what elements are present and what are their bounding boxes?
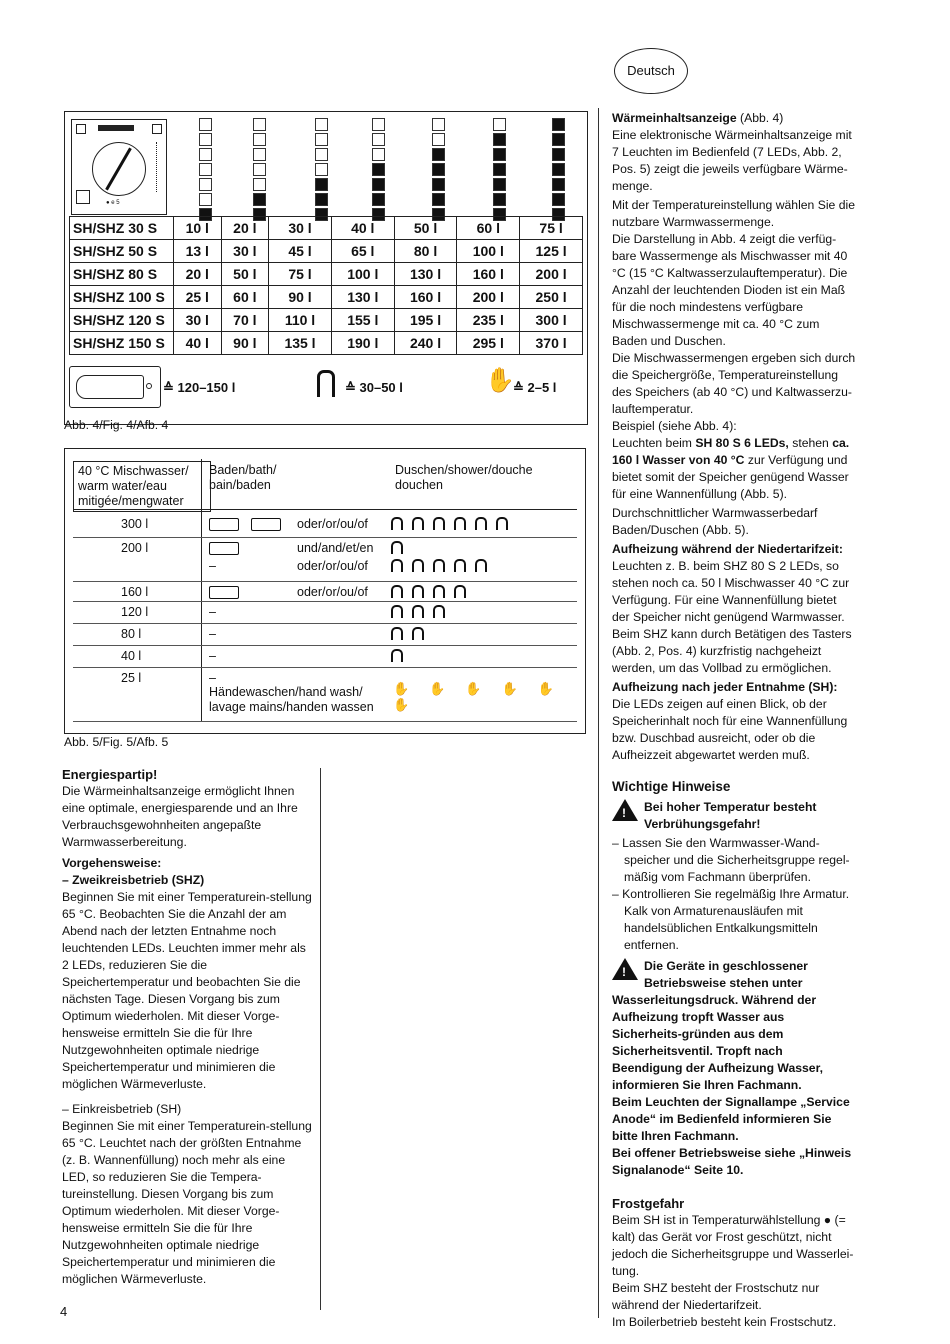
fig5-row <box>73 669 577 722</box>
led-indicator <box>372 193 385 206</box>
wi-p1: Eine elektronische Wärmeinhaltsanzeige mit 7 Leuchten im Bedienfeld (7 LEDs, Abb. 2, Pos. 5) zeigt die jeweils verfügbare Wärme-menge. <box>612 128 852 193</box>
volume-cell: 160 l <box>457 263 520 286</box>
led-indicator <box>552 163 565 176</box>
fig5-header-bath: Baden/bath/ bain/baden <box>209 463 277 492</box>
shower-group <box>391 517 517 534</box>
bathtub-icon <box>209 586 239 599</box>
volume-cell: 90 l <box>269 286 332 309</box>
shower-group <box>391 649 412 666</box>
bathtub-icon <box>209 542 239 555</box>
led-indicator <box>372 148 385 161</box>
fig4-legend <box>69 366 583 412</box>
led-indicator <box>493 133 506 146</box>
joiner: oder/or/ou/of <box>297 559 368 573</box>
volume-cell: 240 l <box>394 332 457 355</box>
fig5-row <box>73 603 577 624</box>
shower-icon <box>412 605 424 618</box>
volume-cell: 45 l <box>269 240 332 263</box>
bath-cell <box>209 649 569 664</box>
dash: – <box>209 671 216 685</box>
amount-label: 300 l <box>121 517 149 531</box>
example-intro: Beispiel (siehe Abb. 4): <box>612 419 737 433</box>
shower-icon <box>391 585 403 598</box>
fig5-row <box>73 539 577 582</box>
shower-icon <box>412 627 424 640</box>
led-indicator <box>493 193 506 206</box>
shower-icon <box>391 605 403 618</box>
volume-cell: 200 l <box>520 263 583 286</box>
shower-group <box>391 541 412 558</box>
volume-cell: 155 l <box>331 309 394 332</box>
led-indicator <box>432 193 445 206</box>
shower-icon <box>433 605 445 618</box>
frost-p2: Beim SHZ besteht der Frostschutz nur während der Niedertarifzeit. <box>612 1281 820 1312</box>
volume-cell: 75 l <box>520 217 583 240</box>
dash: – <box>209 627 216 641</box>
procedure-heading: Vorgehensweise: <box>62 856 162 870</box>
model-cell: SH/SHZ 50 S <box>70 240 174 263</box>
table-row <box>70 263 583 286</box>
bath-volume: ≙ 120–150 l <box>163 380 236 395</box>
volume-cell: 40 l <box>174 332 222 355</box>
led-column <box>372 118 385 223</box>
fig5-row <box>73 583 577 602</box>
volume-cell: 50 l <box>394 217 457 240</box>
volume-cell: 190 l <box>331 332 394 355</box>
volume-cell: 125 l <box>520 240 583 263</box>
volume-cell: 135 l <box>269 332 332 355</box>
led-indicator <box>372 133 385 146</box>
volume-cell: 30 l <box>174 309 222 332</box>
volume-cell: 80 l <box>394 240 457 263</box>
warning-pressure-b: Wasserleitungsdruck. Während der Aufheizung tropft Wasser aus Sicherheits-gründen aus dem Sicherheitsventil. Tropft nach Beendigung der Aufheizung Wasser, informieren Sie Ihren Fachmann. <box>612 993 824 1092</box>
shower-icon <box>475 559 487 572</box>
frost-heading: Frostgefahr <box>612 1196 685 1211</box>
panel-logo <box>98 125 134 131</box>
model-cell: SH/SHZ 100 S <box>70 286 174 309</box>
table-row <box>70 240 583 263</box>
led-indicator <box>253 148 266 161</box>
wi-p4: Die Mischwassermengen ergeben sich durch die Speichergröße, Temperatureinstellung des Speichers (ab 40 °C) und Kaltwasserzu-lauftemperatur. <box>612 351 856 416</box>
led-indicator <box>432 118 445 131</box>
example-text: stehen <box>792 436 829 450</box>
hand-group <box>393 681 577 713</box>
volume-cell: 160 l <box>394 286 457 309</box>
panel-square-icon <box>152 124 162 134</box>
volume-cell: 110 l <box>269 309 332 332</box>
shower-icon <box>454 559 466 572</box>
hand-volume: ≙ 2–5 l <box>513 380 557 395</box>
amount-label: 200 l <box>121 541 149 555</box>
led-indicator <box>432 178 445 191</box>
table-row <box>70 332 583 355</box>
model-cell: SH/SHZ 120 S <box>70 309 174 332</box>
led-indicator <box>199 178 212 191</box>
volume-cell: 60 l <box>457 217 520 240</box>
volume-cell: 30 l <box>269 217 332 240</box>
amount-label: 40 l <box>121 649 142 663</box>
led-indicator <box>199 148 212 161</box>
led-indicator <box>552 178 565 191</box>
fig5-header-mixwater: 40 °C Mischwasser/ warm water/eau mitigée/mengwater <box>73 461 211 512</box>
led-column <box>493 118 506 223</box>
bath-cell <box>209 541 569 556</box>
hints-heading: Wichtige Hinweise <box>612 779 731 794</box>
volume-cell: 200 l <box>457 286 520 309</box>
volume-cell: 100 l <box>457 240 520 263</box>
volume-cell: 130 l <box>331 286 394 309</box>
led-indicator <box>315 163 328 176</box>
hand-wash-icon: ✋ <box>393 697 410 712</box>
led-indicator <box>315 133 328 146</box>
amount-label: 120 l <box>121 605 149 619</box>
shower-icon <box>454 585 466 598</box>
hint-item: – Lassen Sie den Warmwasser-Wand-speicher und die Sicherheitsgruppe regel-mäßig vom Fachmann überprüfen. <box>612 836 850 884</box>
hand-wash-icon: ✋ <box>501 681 518 696</box>
model-cell: SH/SHZ 150 S <box>70 332 174 355</box>
led-indicator <box>552 133 565 146</box>
shower-icon <box>391 541 403 554</box>
example-bold: ca. 160 l Wasser von 40 °C <box>612 436 850 467</box>
shower-icon <box>391 517 403 530</box>
figure-5 <box>64 448 586 734</box>
led-indicator <box>552 148 565 161</box>
led-indicator <box>253 193 266 206</box>
model-cell: SH/SHZ 80 S <box>70 263 174 286</box>
hand-wash-icon: ✋ <box>465 681 482 696</box>
control-panel-illustration <box>71 119 167 215</box>
warning-icon: ! <box>612 799 638 821</box>
led-indicator <box>552 193 565 206</box>
led-indicator <box>199 118 212 131</box>
joiner: oder/or/ou/of <box>297 517 368 531</box>
shower-icon <box>433 585 445 598</box>
volume-cell: 20 l <box>174 263 222 286</box>
wi-heading: Wärmeinhaltsanzeige <box>612 111 737 125</box>
led-column <box>315 118 328 223</box>
table-row <box>70 309 583 332</box>
shower-icon <box>391 649 403 662</box>
wi-p2: Mit der Temperatureinstellung wählen Sie die nutzbare Warmwassermenge. <box>612 198 855 229</box>
nt-text: Leuchten z. B. beim SHZ 80 S 2 LEDs, so stehen noch ca. 50 l Mischwasser 40 °C zur Verfügung. Für eine Wannenfüllung bietet der Speicher nicht genügend Warmwasser. Beim SHZ kann durch Betätigen des Tasters (Abb. 2, Pos. 4) kurzfristig nachgeheizt werden, um das Vollbad zu ermöglichen. <box>612 559 852 675</box>
shower-icon <box>454 517 466 530</box>
volume-cell: 295 l <box>457 332 520 355</box>
volume-cell: 30 l <box>221 240 269 263</box>
fig5-caption: Abb. 5/Fig. 5/Afb. 5 <box>64 735 169 749</box>
panel-led-strip <box>156 142 161 192</box>
right-column <box>612 110 856 1331</box>
volume-cell: 90 l <box>221 332 269 355</box>
bathtub-icon <box>209 518 239 531</box>
led-indicator <box>315 148 328 161</box>
bath-cell <box>209 585 569 600</box>
led-indicator <box>315 193 328 206</box>
fig4-caption: Abb. 4/Fig. 4/Afb. 4 <box>64 418 169 432</box>
led-indicator <box>552 118 565 131</box>
shower-icon <box>317 370 335 397</box>
fig5-row <box>73 515 577 538</box>
volume-cell: 65 l <box>331 240 394 263</box>
sh-after-text: Die LEDs zeigen auf einen Blick, ob der Speicherinhalt noch für eine Wannenfüllung bzw. Duschbad ausreicht, oder ob die Aufheizzeit abgewartet werden muß. <box>612 697 848 762</box>
page-number: 4 <box>60 1304 68 1319</box>
figure-4 <box>64 111 588 425</box>
hand-wash-label: Händewaschen/hand wash/ lavage mains/handen wassen <box>209 685 374 714</box>
led-indicator <box>493 148 506 161</box>
temperature-dial <box>92 142 146 196</box>
volume-cell: 10 l <box>174 217 222 240</box>
led-indicator <box>253 178 266 191</box>
led-indicator <box>372 118 385 131</box>
led-column <box>199 118 212 223</box>
sh-heading: – Einkreisbetrieb (SH) <box>62 1102 182 1116</box>
volume-cell: 40 l <box>331 217 394 240</box>
fig5-row <box>73 647 577 668</box>
led-indicator <box>432 148 445 161</box>
shower-icon <box>412 559 424 572</box>
volume-cell: 250 l <box>520 286 583 309</box>
shower-group <box>391 585 475 602</box>
hand-wash-icon: ✋ <box>393 681 410 696</box>
shz-text: Beginnen Sie mit einer Temperaturein-stellung 65 °C. Beobachten Sie die Anzahl der am Abend nach der letzten Entnahme noch leuchtenden LEDs. Leuchten immer mehr als 2 LEDs, reduzieren Sie die Speichertemperatur und beobachten Sie die nächsten Tage. Diesen Vorgang bis zum Optimum wiederholen. Mit dieser Vorge-hensweise ermitteln Sie die für Ihre Nutzgewohnheiten optimale niedrige Speichertemperatur und minimieren die möglichen Wärmeverluste. <box>62 890 312 1091</box>
amount-label: 25 l <box>121 671 142 685</box>
fig5-header-shower: Duschen/shower/douche douchen <box>395 463 533 492</box>
amount-label: 80 l <box>121 627 142 641</box>
led-column <box>253 118 266 223</box>
capacity-table <box>69 216 583 355</box>
column-divider <box>598 108 599 1318</box>
volume-cell: 20 l <box>221 217 269 240</box>
bath-cell <box>209 517 569 532</box>
volume-cell: 70 l <box>221 309 269 332</box>
hand-wash-icon: ✋ <box>537 681 554 696</box>
led-indicator <box>253 163 266 176</box>
shower-icon <box>433 517 445 530</box>
example-text: Leuchten beim <box>612 436 692 450</box>
fig5-row <box>73 625 577 646</box>
led-indicator <box>372 178 385 191</box>
panel-button-icon <box>76 190 90 204</box>
led-indicator <box>253 133 266 146</box>
wi-ref: (Abb. 4) <box>740 111 784 125</box>
sh-after-heading: Aufheizung nach jeder Entnahme (SH): <box>612 680 838 694</box>
warning-open: Bei offener Betriebsweise siehe „Hinweis Signalanode“ Seite 10. <box>612 1146 852 1177</box>
volume-cell: 50 l <box>221 263 269 286</box>
led-indicator <box>315 118 328 131</box>
wi-p3: Die Darstellung in Abb. 4 zeigt die verfüg-bare Wassermenge als Mischwasser mit 40 °C (15 °C Kaltwasserzulauftemperatur). Die Anzahl der leuchtenden Dioden ist ein Maß für die noch mindestens verfügbare Mischwassermenge mit ca. 40 °C zum Baden und Duschen. <box>612 232 848 348</box>
warning-icon: ! <box>612 958 638 980</box>
left-column <box>62 766 314 1288</box>
led-indicator <box>493 178 506 191</box>
nt-heading: Aufheizung während der Niedertarifzeit: <box>612 542 843 556</box>
shower-group <box>391 559 496 576</box>
joiner: oder/or/ou/of <box>297 585 368 599</box>
warning-anode: Beim Leuchten der Signallampe „Service Anode“ im Bedienfeld informieren Sie bitte Ihren Fachmann. <box>612 1095 850 1143</box>
led-indicator <box>315 178 328 191</box>
led-indicator <box>493 118 506 131</box>
led-indicator <box>432 133 445 146</box>
amount-label: 160 l <box>121 585 149 599</box>
led-indicator <box>432 163 445 176</box>
example-text: zur Verfügung und bietet somit der Speicher genügend Wasser für eine Wannenfüllung (Abb. 5). <box>612 453 849 501</box>
dial-marks: ● e 5 <box>106 200 120 206</box>
volume-cell: 130 l <box>394 263 457 286</box>
warning-pressure-a: Die Geräte in geschlossener Betriebsweise stehen unter <box>644 959 808 990</box>
led-indicator <box>372 163 385 176</box>
volume-cell: 75 l <box>269 263 332 286</box>
shower-icon <box>475 517 487 530</box>
led-column <box>432 118 445 223</box>
hand-wash-icon: ✋ <box>429 681 446 696</box>
led-indicator <box>253 118 266 131</box>
shower-icon <box>433 559 445 572</box>
volume-cell: 195 l <box>394 309 457 332</box>
divider <box>73 509 577 510</box>
language-tab: Deutsch <box>614 48 688 94</box>
shower-volume: ≙ 30–50 l <box>345 380 403 395</box>
shz-heading: – Zweikreisbetrieb (SHZ) <box>62 873 205 887</box>
volume-cell: 13 l <box>174 240 222 263</box>
volume-cell: 370 l <box>520 332 583 355</box>
sh-text: Beginnen Sie mit einer Temperaturein-stellung 65 °C. Leuchtet nach der größten Entnahme (z. B. Wannenfüllung) noch mehr als eine LED, so reduzieren Sie die Tempera-tureinstellung. Diesen Vorgang bis zum Optimum wiederholen. Mit dieser Vorge-hensweise ermitteln Sie die für Ihre Nutzgewohnheiten optimale niedrige Speichertemperatur und minimieren die möglichen Wärmeverluste. <box>62 1119 312 1286</box>
alt-line <box>209 559 569 574</box>
volume-cell: 100 l <box>331 263 394 286</box>
led-indicator <box>199 133 212 146</box>
joiner: und/and/et/en <box>297 541 374 555</box>
dash: – <box>209 605 216 619</box>
energy-tip-intro: Die Wärmeinhaltsanzeige ermöglicht Ihnen eine optimale, energiesparende und an Ihre Verbrauchsgewohnheiten angepaßte Warmwasserbereitung. <box>62 784 298 849</box>
dash: – <box>209 559 216 573</box>
shower-icon <box>412 585 424 598</box>
bathtub-icon <box>69 366 161 408</box>
led-indicator <box>199 193 212 206</box>
hand-wash-icon: ✋ <box>485 367 515 394</box>
shower-icon <box>391 559 403 572</box>
volume-cell: 60 l <box>221 286 269 309</box>
dash: – <box>209 649 216 663</box>
volume-cell: 235 l <box>457 309 520 332</box>
column-divider <box>320 768 321 1310</box>
led-indicator <box>199 163 212 176</box>
shower-icon <box>412 517 424 530</box>
hint-item: – Kontrollieren Sie regelmäßig Ihre Armatur. Kalk von Armaturenausläufen mit handelsüblichen Entkalkungsmitteln entfernen. <box>612 887 850 952</box>
table-row <box>70 286 583 309</box>
volume-cell: 25 l <box>174 286 222 309</box>
shower-icon <box>391 627 403 640</box>
energy-tip-heading: Energiespartip! <box>62 767 158 782</box>
table-row <box>70 217 583 240</box>
led-column <box>552 118 565 223</box>
model-cell: SH/SHZ 30 S <box>70 217 174 240</box>
led-indicator <box>493 163 506 176</box>
frost-p1: Beim SH ist in Temperaturwählstellung ● (= kalt) das Gerät vor Frost geschützt, nicht jedoch die Sicherheitsgruppe und Wasserlei-tung. <box>612 1213 854 1278</box>
bathtub-icon <box>251 518 281 531</box>
shower-icon <box>496 517 508 530</box>
panel-square-icon <box>76 124 86 134</box>
bath-cell <box>209 605 569 620</box>
shower-group <box>391 627 433 644</box>
frost-p3: Im Boilerbetrieb besteht kein Frostschutz. <box>612 1315 837 1329</box>
example-bold: SH 80 S 6 LEDs, <box>695 436 789 450</box>
volume-cell: 300 l <box>520 309 583 332</box>
warning-scald: Bei hoher Temperatur besteht Verbrühungsgefahr! <box>644 800 817 831</box>
shower-group <box>391 605 454 622</box>
bath-cell <box>209 627 569 642</box>
example-p2: Durchschnittlicher Warmwasserbedarf Baden/Duschen (Abb. 5). <box>612 506 818 537</box>
